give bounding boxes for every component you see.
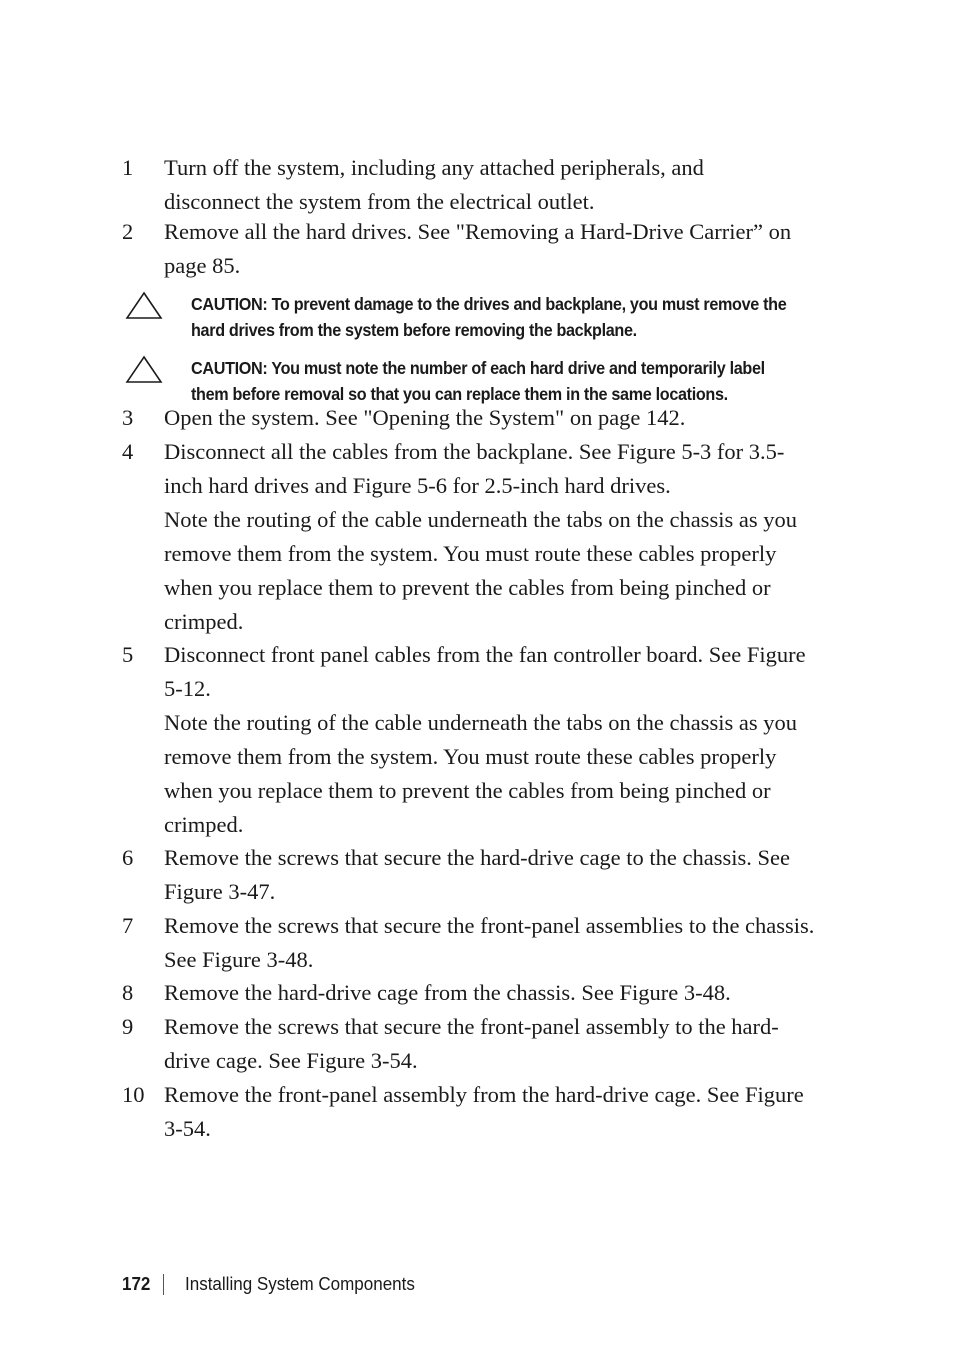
step-number: 8 (122, 980, 134, 1005)
caution-text: CAUTION: To prevent damage to the drives and backplane, you must remove the hard drives from the system before removing the backplane. (191, 294, 787, 340)
step-number: 5 (122, 642, 134, 667)
step-text: Remove the screws that secure the front-panel assemblies to the chassis. See Figure 3-48. (164, 913, 815, 972)
step-4 (122, 435, 852, 639)
step-8 (122, 976, 852, 1010)
step-text: Remove the screws that secure the hard-drive cage to the chassis. See Figure 3-47. (164, 845, 791, 904)
step-2 (122, 215, 852, 283)
step-note: Note the routing of the cable underneath the tabs on the chassis as you remove them from the system. You must route these cables properly when you replace them to prevent the cables from being pinched or crimped. (164, 507, 797, 634)
caution-text: CAUTION: You must note the number of each hard drive and temporarily label them before removal so that you can replace them in the same locations. (191, 358, 765, 404)
step-text: Turn off the system, including any attached peripherals, and disconnect the system from the electrical outlet. (164, 155, 704, 214)
step-text: Remove the screws that secure the front-panel assembly to the hard- drive cage. See Figure 3-54. (164, 1014, 779, 1073)
step-number: 2 (122, 219, 134, 244)
step-note: Note the routing of the cable underneath the tabs on the chassis as you remove them from the system. You must route these cables properly when you replace them to prevent the cables from being pinched or crimped. (164, 710, 797, 837)
step-number: 7 (122, 913, 134, 938)
caution-1 (124, 291, 864, 343)
page-number: 172 (122, 1273, 151, 1294)
step-3 (122, 401, 852, 435)
step-number: 6 (122, 845, 134, 870)
step-9 (122, 1010, 852, 1078)
step-text: Disconnect all the cables from the backplane. See Figure 5-3 for 3.5- inch hard drives and Figure 5-6 for 2.5-inch hard drives. (164, 439, 785, 498)
step-6 (122, 841, 852, 909)
step-number: 4 (122, 439, 134, 464)
step-text: Remove the front-panel assembly from the hard-drive cage. See Figure 3-54. (164, 1082, 804, 1141)
caution-triangle-icon (124, 291, 164, 321)
step-text: Open the system. See "Opening the System" on page 142. (164, 405, 686, 430)
step-text: Remove all the hard drives. See "Removing a Hard-Drive Carrier” on page 85. (164, 219, 792, 278)
step-number: 3 (122, 405, 134, 430)
page-footer (122, 1271, 415, 1297)
step-number: 1 (122, 155, 134, 180)
caution-2 (124, 355, 864, 407)
caution-triangle-icon (124, 355, 164, 385)
step-number: 9 (122, 1014, 134, 1039)
step-7 (122, 909, 852, 977)
step-5 (122, 638, 852, 842)
footer-divider (163, 1274, 164, 1295)
step-number: 10 (122, 1082, 145, 1107)
section-title: Installing System Components (185, 1273, 415, 1294)
step-1 (122, 151, 852, 219)
step-10 (122, 1078, 852, 1146)
step-text: Remove the hard-drive cage from the chassis. See Figure 3-48. (164, 980, 731, 1005)
step-text: Disconnect front panel cables from the fan controller board. See Figure 5-12. (164, 642, 806, 701)
